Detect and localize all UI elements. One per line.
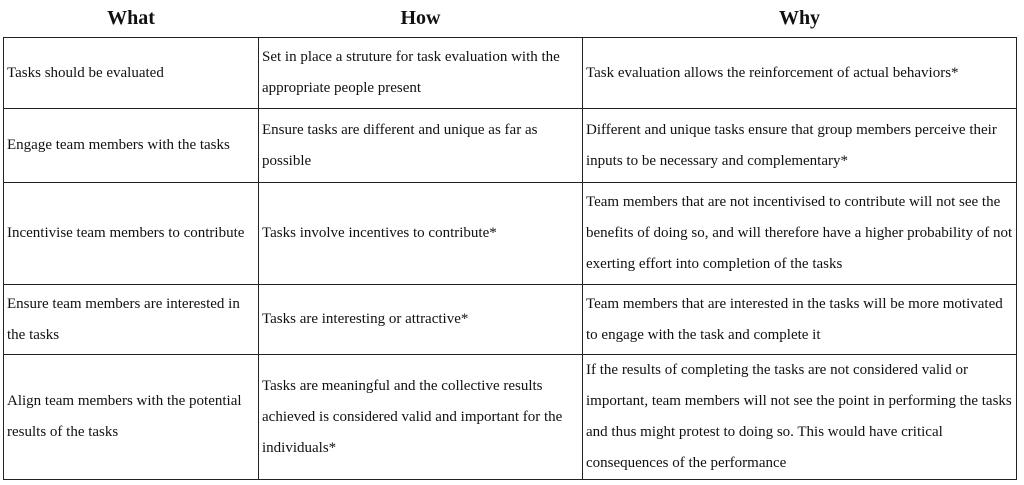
cell-why: If the results of completing the tasks are not considered valid or important, team members will not see the point in performing the tasks and thus might protest to doing so. This would have critical consequences of the performance <box>583 355 1017 480</box>
cell-what: Tasks should be evaluated <box>4 38 259 109</box>
cell-how: Tasks involve incentives to contribute* <box>259 183 583 285</box>
header-row <box>4 0 1017 38</box>
cell-what: Incentivise team members to contribute <box>4 183 259 285</box>
table-header <box>4 0 1017 38</box>
table-row <box>4 109 1017 183</box>
cell-why: Task evaluation allows the reinforcement of actual behaviors* <box>583 38 1017 109</box>
header-how: How <box>400 7 441 29</box>
what-how-why-table <box>3 0 1017 480</box>
table-row <box>4 38 1017 109</box>
cell-what: Align team members with the potential results of the tasks <box>4 355 259 480</box>
header-why: Why <box>778 7 821 29</box>
cell-how: Tasks are interesting or attractive* <box>259 285 583 355</box>
cell-why: Team members that are not incentivised to contribute will not see the benefits of doing so, and will therefore have a higher probability of not exerting effort into completion of the tasks <box>583 183 1017 285</box>
table-row <box>4 183 1017 285</box>
table-body <box>4 38 1017 480</box>
cell-how: Ensure tasks are different and unique as far as possible <box>259 109 583 183</box>
cell-what: Engage team members with the tasks <box>4 109 259 183</box>
header-what: What <box>107 7 155 29</box>
cell-why: Team members that are interested in the tasks will be more motivated to engage with the task and complete it <box>583 285 1017 355</box>
table-row <box>4 285 1017 355</box>
table-row <box>4 355 1017 480</box>
cell-what: Ensure team members are interested in the tasks <box>4 285 259 355</box>
cell-how: Set in place a struture for task evaluation with the appropriate people present <box>259 38 583 109</box>
cell-why: Different and unique tasks ensure that group members perceive their inputs to be necessary and complementary* <box>583 109 1017 183</box>
cell-how: Tasks are meaningful and the collective results achieved is considered valid and important for the individuals* <box>259 355 583 480</box>
